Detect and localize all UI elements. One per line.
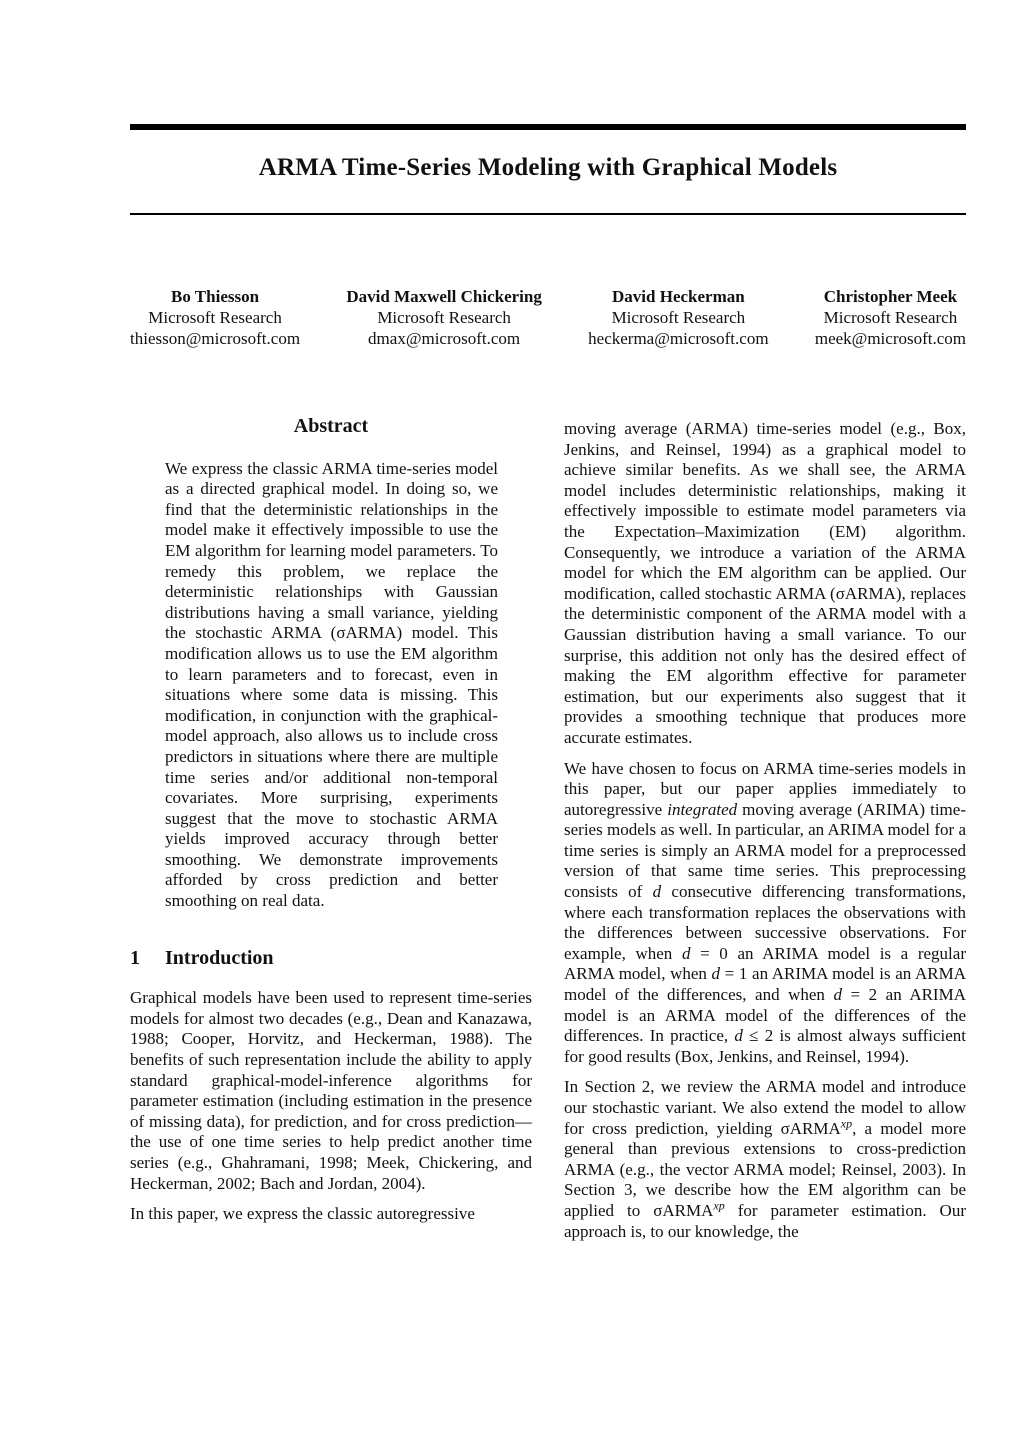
author-email: meek@microsoft.com bbox=[814, 329, 966, 348]
author-block bbox=[130, 286, 300, 349]
author-list bbox=[130, 286, 966, 349]
text-run: = 2 an ARIMA model is an ARMA model of the differences of the differences. In practice, bbox=[564, 985, 966, 1046]
author-name: David Maxwell Chickering bbox=[346, 287, 542, 306]
author-block bbox=[815, 286, 966, 349]
author-email: thiesson@microsoft.com bbox=[130, 329, 301, 348]
title-rule bbox=[130, 213, 966, 215]
author-name: Bo Thiesson bbox=[171, 287, 260, 306]
text-run: moving average (ARMA) time-series model (e.g., Box, Jenkins, and Reinsel, 1994) as a graphical model to achieve similar benefits. As we shall see, the ARMA model includes deterministic relationships, making it effectively impossible to estimate model parameters via the Expectation–Maximization (EM) algorithm. Consequently, we introduce a variation of the ARMA model for which the EM algorithm can be applied. Our modification, called stochastic ARMA (σARMA), replaces the deterministic component of the ARMA model with a Gaussian distribution having a small variance. To our surprise, this addition not only has the desired effect of making the EM algorithm effective for parameter estimation, but our experiments also suggest that it provides a smoothing technique that produces more accurate estimates. bbox=[564, 419, 966, 747]
paper-title: ARMA Time-Series Modeling with Graphical Models bbox=[258, 154, 838, 181]
body-paragraph bbox=[564, 1077, 966, 1242]
text-run: In this paper, we express the classic autoregressive bbox=[130, 1204, 475, 1224]
body-paragraph bbox=[130, 1204, 532, 1225]
text-run: , a model more general than previous extensions to cross-prediction ARMA (e.g., the vector ARMA model; Reinsel, 2003). In Section 3, we describe how the EM algorithm can be applied to σARMA bbox=[564, 1118, 966, 1220]
body-paragraph bbox=[130, 988, 532, 1194]
author-affiliation: Microsoft Research bbox=[377, 308, 511, 327]
author-name: Christopher Meek bbox=[823, 287, 958, 306]
text-run: moving average (ARIMA) time-series models as well. In particular, an ARIMA model for a time series is simply an ARMA model for a preprocessed version of that same time series. This preprocessing consists of bbox=[564, 799, 966, 902]
superscript: xp bbox=[713, 1198, 725, 1213]
text-run: Graphical models have been used to represent time-series models for almost two decades (e.g., Dean and Kanazawa, 1988; Cooper, Horvitz, and Heckerman, 1988). The benefits of such representation include the ability to apply standard graphical-model-inference algorithms for parameter estimation (including estimation in the presence of missing data), for prediction, and for cross prediction—the use of one time series to help predict another time series (e.g., Ghahramani, 1998; Meek, Chickering, and Heckerman, 2002; Bach and Jordan, 2004). bbox=[130, 988, 532, 1193]
left-paragraphs bbox=[130, 988, 532, 1225]
author-name: David Heckerman bbox=[612, 287, 745, 306]
author-email: dmax@microsoft.com bbox=[368, 329, 521, 348]
math-variable: d bbox=[734, 1026, 743, 1046]
superscript: xp bbox=[840, 1115, 853, 1130]
math-variable: d bbox=[652, 882, 662, 902]
text-run: ≤ 2 is almost always sufficient for good results (Box, Jenkins, and Reinsel, 1994). bbox=[564, 1026, 966, 1066]
text-run: = 1 an ARIMA model is an ARMA model of the differences, and when bbox=[564, 964, 966, 1005]
math-variable: d bbox=[681, 943, 691, 963]
text-run: consecutive differencing transformations, where each transformation replaces the observations with the differences between successive observations. For example, when bbox=[564, 882, 967, 963]
author-affiliation: Microsoft Research bbox=[611, 308, 746, 327]
text-run: = 0 an ARIMA model is a regular ARMA model, when bbox=[564, 943, 966, 984]
author-email: heckerma@microsoft.com bbox=[588, 329, 769, 348]
right-paragraphs bbox=[564, 419, 966, 1242]
author-block bbox=[588, 286, 768, 349]
section-title: Introduction bbox=[165, 946, 274, 969]
author-affiliation: Microsoft Research bbox=[823, 308, 958, 327]
section-number: 1 bbox=[130, 946, 140, 969]
body-paragraph bbox=[564, 759, 966, 1068]
abstract-body bbox=[165, 459, 498, 912]
body-paragraph bbox=[564, 419, 966, 749]
math-variable: d bbox=[833, 985, 842, 1005]
text-run: We have chosen to focus on ARMA time-series models in this paper, but our paper applies immediately to autoregressive bbox=[564, 758, 966, 819]
author-affiliation: Microsoft Research bbox=[148, 308, 282, 327]
text-run: In Section 2, we review the ARMA model and introduce our stochastic variant. We also extend the model to allow for cross prediction, yielding σARMA bbox=[564, 1077, 966, 1138]
text-run: for parameter estimation. Our approach is, to our knowledge, the bbox=[564, 1200, 966, 1241]
abstract-text: We express the classic ARMA time-series model as a directed graphical model. In doing so, we find that the deterministic relationships in the model make it effectively impossible to use the EM algorithm for learning model parameters. To remedy this problem, we replace the deterministic relationships with Gaussian distributions having a small variance, yielding the stochastic ARMA (σARMA) model. This modification allows us to use the EM algorithm to learn parameters and to forecast, even in situations where some data is missing. This modification, in conjunction with the graphical-model approach, also allows us to include cross predictors in situations where there are multiple time series and/or additional non-temporal covariates. More surprising, experiments suggest that the move to stochastic ARMA yields improved accuracy through better smoothing. We demonstrate improvements afforded by cross prediction and better smoothing on real data. bbox=[165, 458, 498, 911]
left-column bbox=[130, 416, 532, 1235]
abstract-heading: Abstract bbox=[293, 415, 369, 437]
right-column bbox=[564, 419, 966, 1252]
author-block bbox=[346, 286, 542, 349]
top-rule bbox=[130, 124, 966, 130]
math-variable: d bbox=[711, 964, 721, 984]
math-variable: integrated bbox=[667, 799, 738, 819]
section-heading bbox=[130, 948, 532, 969]
